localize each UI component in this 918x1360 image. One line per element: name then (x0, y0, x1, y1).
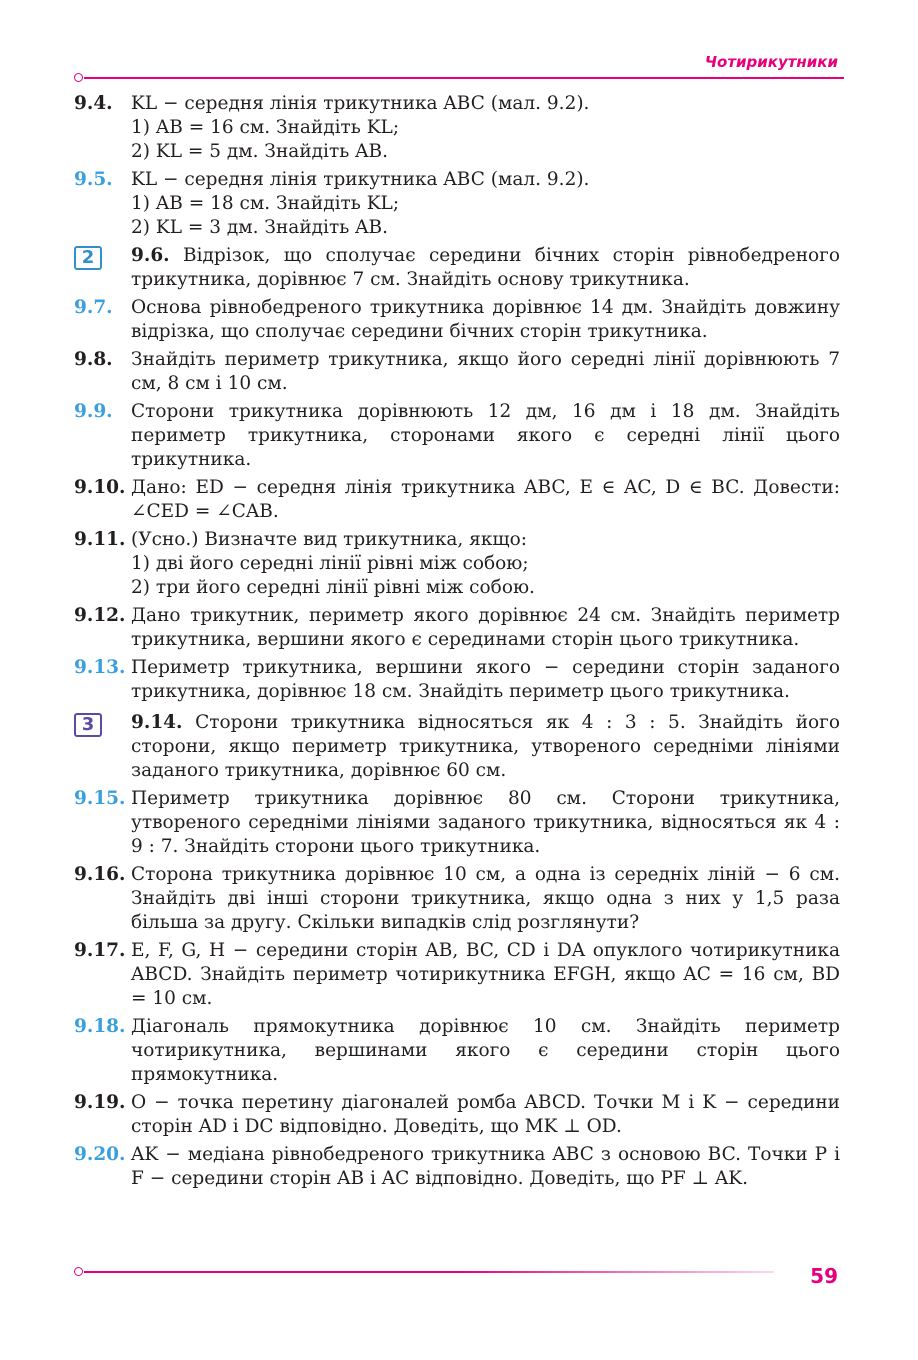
problem-9-6 (74, 244, 840, 292)
problem-body: Відрізок, що сполучає середини бічних сторін рівнобедреного трикутника, дорівнює 7 см. Знайдіть основу трикутника. (131, 245, 840, 290)
chapter-title: Чотирикутники (704, 53, 838, 71)
problem-number: 9.8. (74, 349, 113, 370)
page-number: 59 (810, 1264, 838, 1288)
footer-rule (74, 1267, 774, 1277)
problem-text (131, 711, 840, 783)
sub-item: 2) KL = 3 дм. Знайдіть AB. (131, 217, 388, 238)
problem-9-7 (74, 296, 840, 344)
problem-number: 9.6. (131, 245, 170, 266)
sub-item: 1) AB = 16 см. Знайдіть KL; (131, 117, 400, 138)
problem-number: 9.11. (74, 529, 126, 550)
problem-number: 9.16. (74, 864, 126, 885)
problem-text: Сторона трикутника дорівнює 10 см, а одна із середніх ліній − 6 см. Знайдіть дві інші сторони трикутника, якщо одна з них у 1,5 раза більша за другу. Скільки випадків слід розглянути? (131, 864, 840, 933)
sub-item: 2) KL = 5 дм. Знайдіть AB. (131, 141, 388, 162)
problem-number: 9.13. (74, 657, 126, 678)
problem-text: Знайдіть периметр трикутника, якщо його середні лінії дорівнюють 7 см, 8 см і 10 см. (131, 349, 840, 394)
problem-9-20 (74, 1143, 840, 1191)
problem-body: Сторони трикутника відносяться як 4 : 3 : 5. Знайдіть його сторони, якщо периметр трикутника, утвореного середніми лініями заданого трикутника, дорівнює 60 см. (131, 712, 840, 781)
sub-item: 1) дві його середні лінії рівні між собою; (131, 553, 529, 574)
problem-9-4 (74, 92, 840, 164)
problem-text: Дано трикутник, периметр якого дорівнює 24 см. Знайдіть периметр трикутника, вершини якого є серединами сторін цього трикутника. (131, 605, 840, 650)
problem-9-14 (74, 711, 840, 783)
problem-number: 9.12. (74, 605, 126, 626)
problem-text: Діагональ прямокутника дорівнює 10 см. Знайдіть периметр чотирикутника, вершинами якого є середини сторін цього прямокутника. (131, 1016, 840, 1085)
problem-number: 9.7. (74, 297, 113, 318)
problem-9-15 (74, 787, 840, 859)
problem-text: Периметр трикутника дорівнює 80 см. Сторони трикутника, утвореного середніми лініями заданого трикутника, відносяться як 4 : 9 : 7. Знайдіть сторони цього трикутника. (131, 788, 840, 857)
problem-9-8 (74, 348, 840, 396)
problem-9-16 (74, 863, 840, 935)
problem-9-12 (74, 604, 840, 652)
header-rule (74, 73, 844, 83)
sub-item: 2) три його середні лінії рівні між собою. (131, 577, 535, 598)
problem-number: 9.18. (74, 1016, 126, 1037)
level-3-badge: 3 (74, 713, 102, 737)
problem-9-11 (74, 528, 840, 600)
problem-text: Периметр трикутника, вершини якого − середини сторін заданого трикутника, дорівнює 18 см. Знайдіть периметр цього трикутника. (131, 657, 840, 702)
problem-9-5 (74, 168, 840, 240)
problem-text: E, F, G, H − середини сторін AB, BC, CD і DA опуклого чотирикутника ABCD. Знайдіть периметр чотирикутника EFGH, якщо AC = 16 см, BD = 10 см. (131, 940, 840, 1009)
problem-9-19 (74, 1091, 840, 1139)
problem-number: 9.19. (74, 1092, 126, 1113)
problem-number: 9.17. (74, 940, 126, 961)
problem-9-9 (74, 400, 840, 472)
problem-number: 9.14. (131, 712, 183, 733)
problem-text: KL − середня лінія трикутника ABC (мал. 9.2). (131, 169, 590, 190)
problem-number: 9.4. (74, 93, 113, 114)
problem-9-17 (74, 939, 840, 1011)
problem-number: 9.5. (74, 169, 113, 190)
problem-number: 9.9. (74, 401, 113, 422)
level-2-badge: 2 (74, 246, 102, 270)
sub-item: 1) AB = 18 см. Знайдіть KL; (131, 193, 400, 214)
problem-text: AK − медіана рівнобедреного трикутника ABC з основою BC. Точки P і F − середини сторін AB і AC відповідно. Доведіть, що PF ⊥ AK. (131, 1144, 840, 1189)
problem-number: 9.20. (74, 1144, 126, 1165)
problem-9-18 (74, 1015, 840, 1087)
problem-text (131, 244, 840, 292)
problem-text: KL − середня лінія трикутника ABC (мал. 9.2). (131, 93, 590, 114)
problem-number: 9.15. (74, 788, 126, 809)
problem-text: Основа рівнобедреного трикутника дорівнює 14 дм. Знайдіть довжину відрізка, що сполучає середини бічних сторін трикутника. (131, 297, 840, 342)
problem-text: Дано: ED − середня лінія трикутника ABC, E ∈ AC, D ∈ BC. Довести: ∠CED = ∠CAB. (131, 477, 840, 522)
problem-9-10 (74, 476, 840, 524)
problem-9-13 (74, 656, 840, 704)
problem-list (74, 92, 840, 1195)
problem-text: (Усно.) Визначте вид трикутника, якщо: (131, 529, 527, 550)
problem-text: Сторони трикутника дорівнюють 12 дм, 16 дм і 18 дм. Знайдіть периметр трикутника, сторонами якого є середні лінії цього трикутника. (131, 401, 840, 470)
problem-text: O − точка перетину діагоналей ромба ABCD. Точки M і K − середини сторін AD і DC відповідно. Доведіть, що MK ⊥ OD. (131, 1092, 840, 1137)
problem-number: 9.10. (74, 477, 126, 498)
